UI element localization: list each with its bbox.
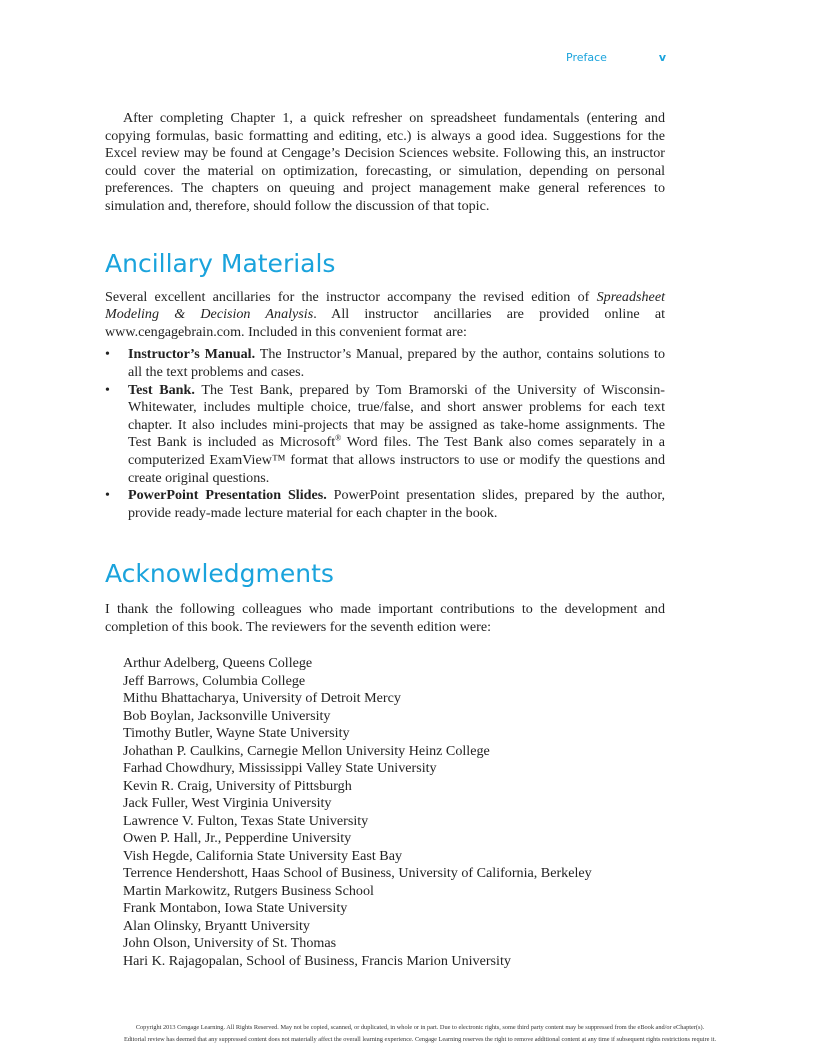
ancillary-item-title: Test Bank. [128, 381, 195, 398]
ancillary-item-test-bank [105, 382, 665, 488]
acknowledgments-heading: Acknowledgments [105, 559, 334, 589]
ancillary-intro-paragraph [105, 289, 665, 342]
ancillary-item-title: PowerPoint Presentation Slides. [128, 487, 327, 504]
ancillary-item-title: Instructor’s Manual. [128, 346, 256, 363]
page-body [105, 110, 665, 970]
ancillary-item-instructors-manual [105, 346, 665, 381]
ancillary-item-text: PowerPoint presentation slides, prepared by the author, provide ready-made lecture material for each chapter in the book. [128, 487, 665, 521]
reviewer-item: Arthur Adelberg, Queens College [123, 655, 313, 672]
reviewer-item: Owen P. Hall, Jr., Pepperdine University [123, 830, 352, 847]
reviewer-item: John Olson, University of St. Thomas [123, 935, 337, 952]
ancillary-item-text: The Test Bank, prepared by Tom Bramorski of the University of Wisconsin-Whitewater, includes multiple choice, true/false, and short answer problems for each text chapter. It also includes mini-projects that may be assigned as take-home assignments. The Test Bank is included as Microsoft [128, 381, 665, 451]
book-title: Spreadsheet Modeling & Decision Analysis [105, 288, 665, 323]
ancillary-item-text-after: Word files. The Test Bank also comes separately in a computerized ExamView™ format that allows instructors to use or modify the questions and create original questions. [128, 434, 665, 486]
copyright-line-1: Copyright 2013 Cengage Learning. All Rights Reserved. May not be copied, scanned, or duplicated, in whole or in part. Due to electronic rights, some third party content may be suppressed from the eBook and/or eChapter(s). [135, 1024, 705, 1031]
registered-mark: ® [335, 433, 342, 443]
reviewer-list [105, 655, 665, 970]
ancillary-list [105, 346, 665, 522]
reviewer-item: Martin Markowitz, Rutgers Business School [123, 882, 374, 899]
running-head-section: Preface [566, 51, 607, 64]
reviewer-item: Johathan P. Caulkins, Carnegie Mellon University Heinz College [123, 742, 490, 759]
reviewer-item: Lawrence V. Fulton, Texas State University [123, 812, 369, 829]
reviewer-item: Mithu Bhattacharya, University of Detroit Mercy [123, 690, 401, 707]
bullet-glyph: • [105, 487, 110, 504]
reviewer-item: Jack Fuller, West Virginia University [123, 795, 332, 812]
page-number: v [658, 51, 666, 64]
reviewer-item: Bob Boylan, Jacksonville University [123, 707, 331, 724]
ancillary-intro-after: . All instructor ancillaries are provided online at www.cengagebrain.com. Included in this convenient format are: [105, 306, 666, 340]
reviewer-item: Terrence Hendershott, Haas School of Business, University of California, Berkeley [123, 865, 592, 882]
ancillary-item-powerpoint-slides [105, 487, 665, 522]
ancillary-item-text: The Instructor’s Manual, prepared by the author, contains solutions to all the text problems and cases. [128, 346, 665, 380]
reviewer-item: Hari K. Rajagopalan, School of Business, Francis Marion University [123, 952, 511, 969]
reviewer-item: Frank Montabon, Iowa State University [123, 900, 348, 917]
acknowledgments-intro: I thank the following colleagues who made important contributions to the development and completion of this book. The reviewers for the seventh edition were: [105, 601, 665, 635]
running-head [566, 51, 666, 64]
copyright-line-2: Editorial review has deemed that any suppressed content does not materially affect the overall learning experience. Cengage Learning reserves the right to remove additional content at any time if subsequent rights restrictions require it. [123, 1036, 717, 1043]
bullet-glyph: • [105, 381, 110, 398]
ancillary-intro-before: Several excellent ancillaries for the instructor accompany the revised edition of [105, 288, 597, 305]
reviewer-item: Jeff Barrows, Columbia College [123, 672, 306, 689]
copyright-footer [0, 1022, 840, 1046]
reviewer-item: Vish Hegde, California State University East Bay [123, 847, 403, 864]
intro-paragraph: After completing Chapter 1, a quick refresher on spreadsheet fundamentals (entering and copying formulas, basic formatting and editing, etc.) is always a good idea. Suggestions for the Excel review may be found at Cengage’s Decision Sciences website. Following this, an instructor could cover the material on optimization, forecasting, or simulation, depending on personal preferences. The chapters on queuing and project management make general references to simulation and, therefore, should follow the discussion of that topic. [105, 110, 665, 214]
bullet-glyph: • [105, 346, 110, 363]
reviewer-item: Timothy Butler, Wayne State University [123, 725, 350, 742]
ancillary-materials-heading: Ancillary Materials [105, 248, 336, 278]
reviewer-item: Farhad Chowdhury, Mississippi Valley State University [123, 760, 437, 777]
reviewer-item: Alan Olinsky, Bryantt University [123, 917, 310, 934]
reviewer-item: Kevin R. Craig, University of Pittsburgh [123, 777, 352, 794]
